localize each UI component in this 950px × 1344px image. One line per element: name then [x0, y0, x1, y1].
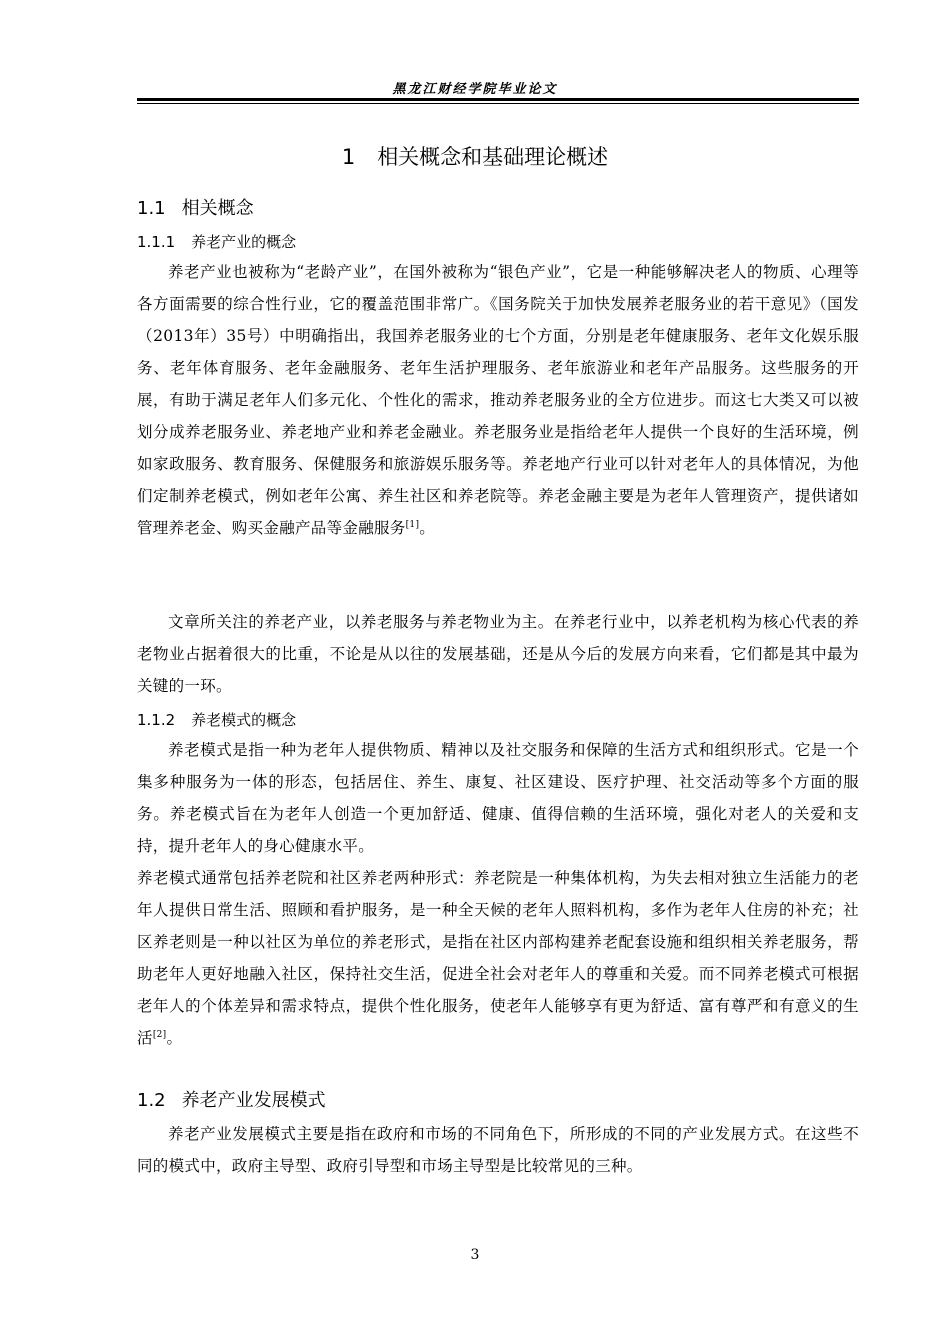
section-title: 相关概念 — [181, 198, 254, 219]
body-paragraph: 文章所关注的养老产业，以养老服务与养老物业为主。在养老行业中，以养老机构为核心代表的养老物业占据着很大的比重，不论是从以往的发展基础，还是从今后的发展方向来看，它们都是其中最为关键的一环。 — [137, 613, 859, 695]
chapter-title: 相关概念和基础理论概述 — [377, 145, 609, 169]
page-number: 3 — [470, 1247, 480, 1263]
subsection-heading-1-1-2 — [137, 709, 296, 730]
paragraph-text: 养老产业也被称为“老龄产业”，在国外被称为“银色产业”，它是一种能够解决老人的物质、心理等各方面需要的综合性行业，它的覆盖范围非常广。《国务院关于加快发展养老服务业的若干意见》（国发（2013年）35号）中明确指出，我国养老服务业的七个方面，分别是老年健康服务、老年文化娱乐服务、老年体育服务、老年金融服务、老年生活护理服务、老年旅游业和老年产品服务。这些服务的开展，有助于满足老年人们多元化、个性化的需求，推动养老服务业的全方位进步。而这七大类又可以被划分成养老服务业、养老地产业和养老金融业。养老服务业是指给老年人提供一个良好的生活环境，例如家政服务、教育服务、保健服务和旅游娱乐服务等。养老地产行业可以针对老年人的具体情况，为他们定制养老模式，例如老年公寓、养生社区和养老院等。养老金融主要是为老年人管理资产，提供诸如管理养老金、购买金融产品等金融服务 — [137, 263, 859, 537]
section-number: 1.1 — [137, 198, 166, 219]
section-number: 1.2 — [137, 1090, 166, 1111]
body-paragraph — [137, 256, 859, 544]
subsection-number: 1.1.2 — [137, 711, 176, 729]
running-header: 黑龙江财经学院毕业论文 — [392, 82, 558, 97]
citation-ref: [2] — [152, 1029, 167, 1040]
body-paragraph: 养老产业发展模式主要是指在政府和市场的不同角色下，所形成的不同的产业发展方式。在这些不同的模式中，政府主导型、政府引导型和市场主导型是比较常见的三种。 — [137, 1125, 859, 1175]
subsection-title: 养老模式的概念 — [191, 711, 297, 729]
header-rule-thick — [137, 98, 859, 101]
chapter-number: 1 — [341, 145, 356, 169]
body-paragraph: 养老模式是指一种为老年人提供物质、精神以及社交服务和保障的生活方式和组织形式。它是一个集多种服务为一体的形态，包括居住、养生、康复、社区建设、医疗护理、社交活动等多个方面的服务。养老模式旨在为老年人创造一个更加舒适、健康、值得信赖的生活环境，强化对老人的关爱和支持，提升老年人的身心健康水平。 — [137, 741, 859, 855]
paragraph-end: 。 — [419, 519, 436, 537]
chapter-heading — [0, 141, 950, 171]
section-title: 养老产业发展模式 — [181, 1090, 326, 1111]
header-rule-thin — [137, 103, 859, 104]
subsection-number: 1.1.1 — [137, 233, 176, 251]
subsection-title: 养老产业的概念 — [191, 233, 297, 251]
body-paragraph-continued — [137, 862, 859, 1054]
citation-ref: [1] — [405, 519, 420, 530]
paragraph-text: 养老模式通常包括养老院和社区养老两种形式：养老院是一种集体机构，为失去相对独立生活能力的老年人提供日常生活、照顾和看护服务，是一种全天候的老年人照料机构，多作为老年人住房的补充；社区养老则是一种以社区为单位的养老形式，是指在社区内部构建养老配套设施和组织相关养老服务，帮助老年人更好地融入社区，保持社交生活，促进全社会对老年人的尊重和关爱。而不同养老模式可根据老年人的个体差异和需求特点，提供个性化服务，使老年人能够享有更为舒适、富有尊严和有意义的生活 — [137, 869, 859, 1047]
subsection-heading-1-1-1 — [137, 231, 296, 252]
paragraph-end: 。 — [166, 1029, 183, 1047]
section-heading-1-2 — [137, 1086, 326, 1112]
section-heading-1-1 — [137, 194, 254, 220]
